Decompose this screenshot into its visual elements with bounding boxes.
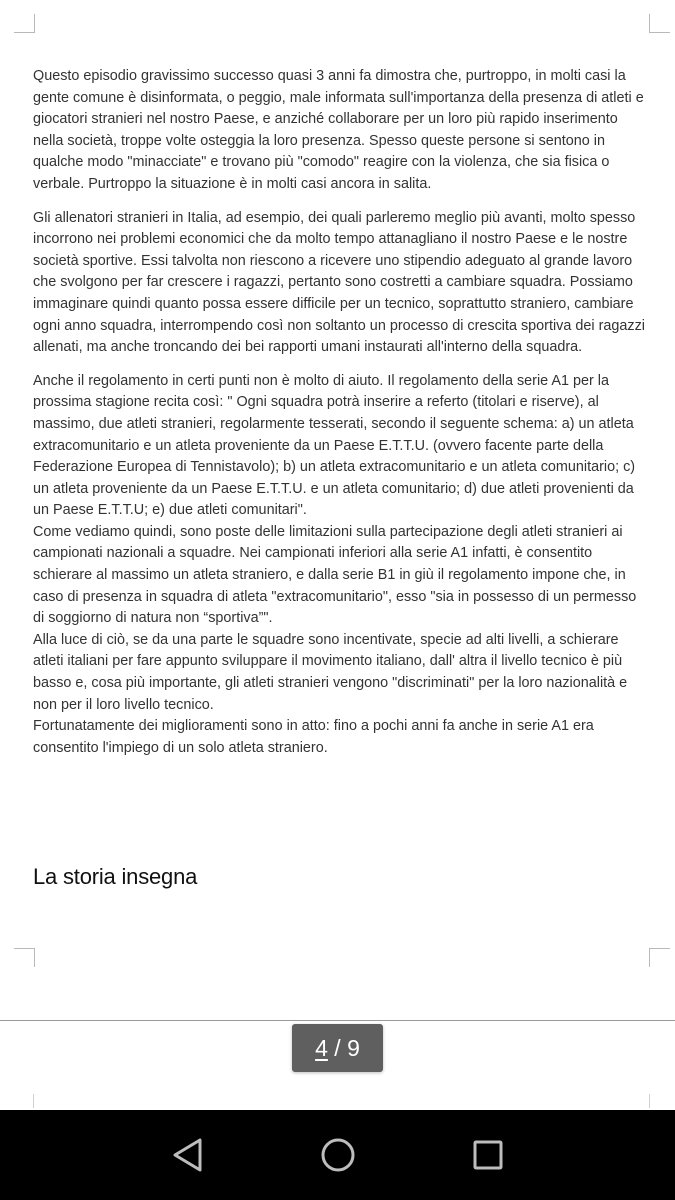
page-separator: / — [327, 1035, 348, 1061]
back-button[interactable] — [165, 1132, 211, 1178]
paragraph: Alla luce di ciò, se da una parte le squadre sono incentivate, specie ad alti livelli, a schierare atleti italiani per fare appunto sviluppare il movimento italiano, dall' altra il livello tecnico è più basso e, cosa più importante, gli atleti stranieri vengono "discriminati" per la loro nazionalità e non per il loro livello tecnico. — [33, 631, 628, 713]
current-page-number: 4 — [315, 1035, 328, 1061]
triangle-back-icon — [171, 1137, 205, 1173]
system-navigation-bar — [0, 1110, 675, 1200]
paragraph: Come vediamo quindi, sono poste delle limitazioni sulla partecipazione degli atleti stranieri ai campionati nazionali a squadre. Nei campionati inferiori alla serie A1 infatti, è consentito schierare al massimo un atleta straniero, e dalla serie B1 in giù il regolamento impone che, in caso di presenza in squadra di atleta "extracomunitario", esso "sia in possesso di un permesso di soggiorno di natura non “sportiva”". — [33, 523, 637, 627]
next-page-corner-mark-left — [33, 1094, 34, 1108]
page-corner-mark-bottom-right — [649, 948, 670, 967]
document-page-text — [33, 66, 651, 759]
next-page-corner-mark-right — [649, 1094, 650, 1108]
page-corner-mark-bottom-left — [14, 948, 35, 967]
page-corner-mark-top-right — [649, 14, 670, 33]
page-corner-mark-top-left — [14, 14, 35, 33]
page-divider — [0, 1020, 675, 1021]
home-button[interactable] — [315, 1132, 361, 1178]
paragraph: Anche il regolamento in certi punti non è molto di aiuto. Il regolamento della serie A1 per la prossima stagione recita così: " Ogni squadra potrà inserire a referto (titolari e riserve), al massimo, due atleti stranieri, regolarmente tesserati, secondo il seguente schema: a) un atleta extracomunitario e un atleta proveniente da un Paese E.T.T.U. (ovvero facente parte della Federazione Europea di Tennistavolo); b) un atleta extracomunitario e un atleta comunitario; c) un atleta proveniente da un Paese E.T.T.U. e un atleta comunitario; d) due atleti provenienti da un Paese E.T.T.U; e) due atleti comunitari". — [33, 372, 636, 519]
paragraph: Fortunatamente dei miglioramenti sono in atto: fino a pochi anni fa anche in serie A1 era consentito l'impiego di un solo atleta straniero. — [33, 718, 594, 756]
square-recents-icon — [472, 1139, 504, 1171]
circle-home-icon — [320, 1137, 356, 1173]
section-heading: La storia insegna — [33, 864, 198, 889]
paragraph: Gli allenatori stranieri in Italia, ad esempio, dei quali parleremo meglio più avanti, molto spesso incorrono nei problemi economici che da molto tempo attanagliano il nostro Paese e le nostre società sportive. Essi talvolta non riescono a ricevere uno stipendio adeguato al grande lavoro che svolgono per far crescere i ragazzi, pertanto sono costretti a cambiare squadra. Possiamo immaginare quindi quanto possa essere difficile per un tecnico, soprattutto straniero, cambiare ogni anno squadra, interrompendo così non soltanto un processo di crescita sportiva dei ragazzi allenati, ma anche troncando dei bei rapporti umani instaurati all'interno della squadra. — [33, 209, 645, 356]
recents-button[interactable] — [465, 1132, 511, 1178]
page-indicator[interactable] — [292, 1024, 383, 1072]
paragraph: Questo episodio gravissimo successo quasi 3 anni fa dimostra che, purtroppo, in molti casi la gente comune è disinformata, o peggio, male informata sull'importanza della presenza di atleti e giocatori stranieri nel nostro Paese, e anziché collaborare per un loro più rapido inserimento nella società, troppe volte osteggia la loro presenza. Spesso queste persone si sentono in qualche modo "minacciate" e trovano più "comodo" reagire con la violenza, che sia fisica o verbale. Purtroppo la situazione è in molti casi ancora in salita. — [33, 68, 644, 192]
total-page-count: 9 — [347, 1035, 360, 1061]
